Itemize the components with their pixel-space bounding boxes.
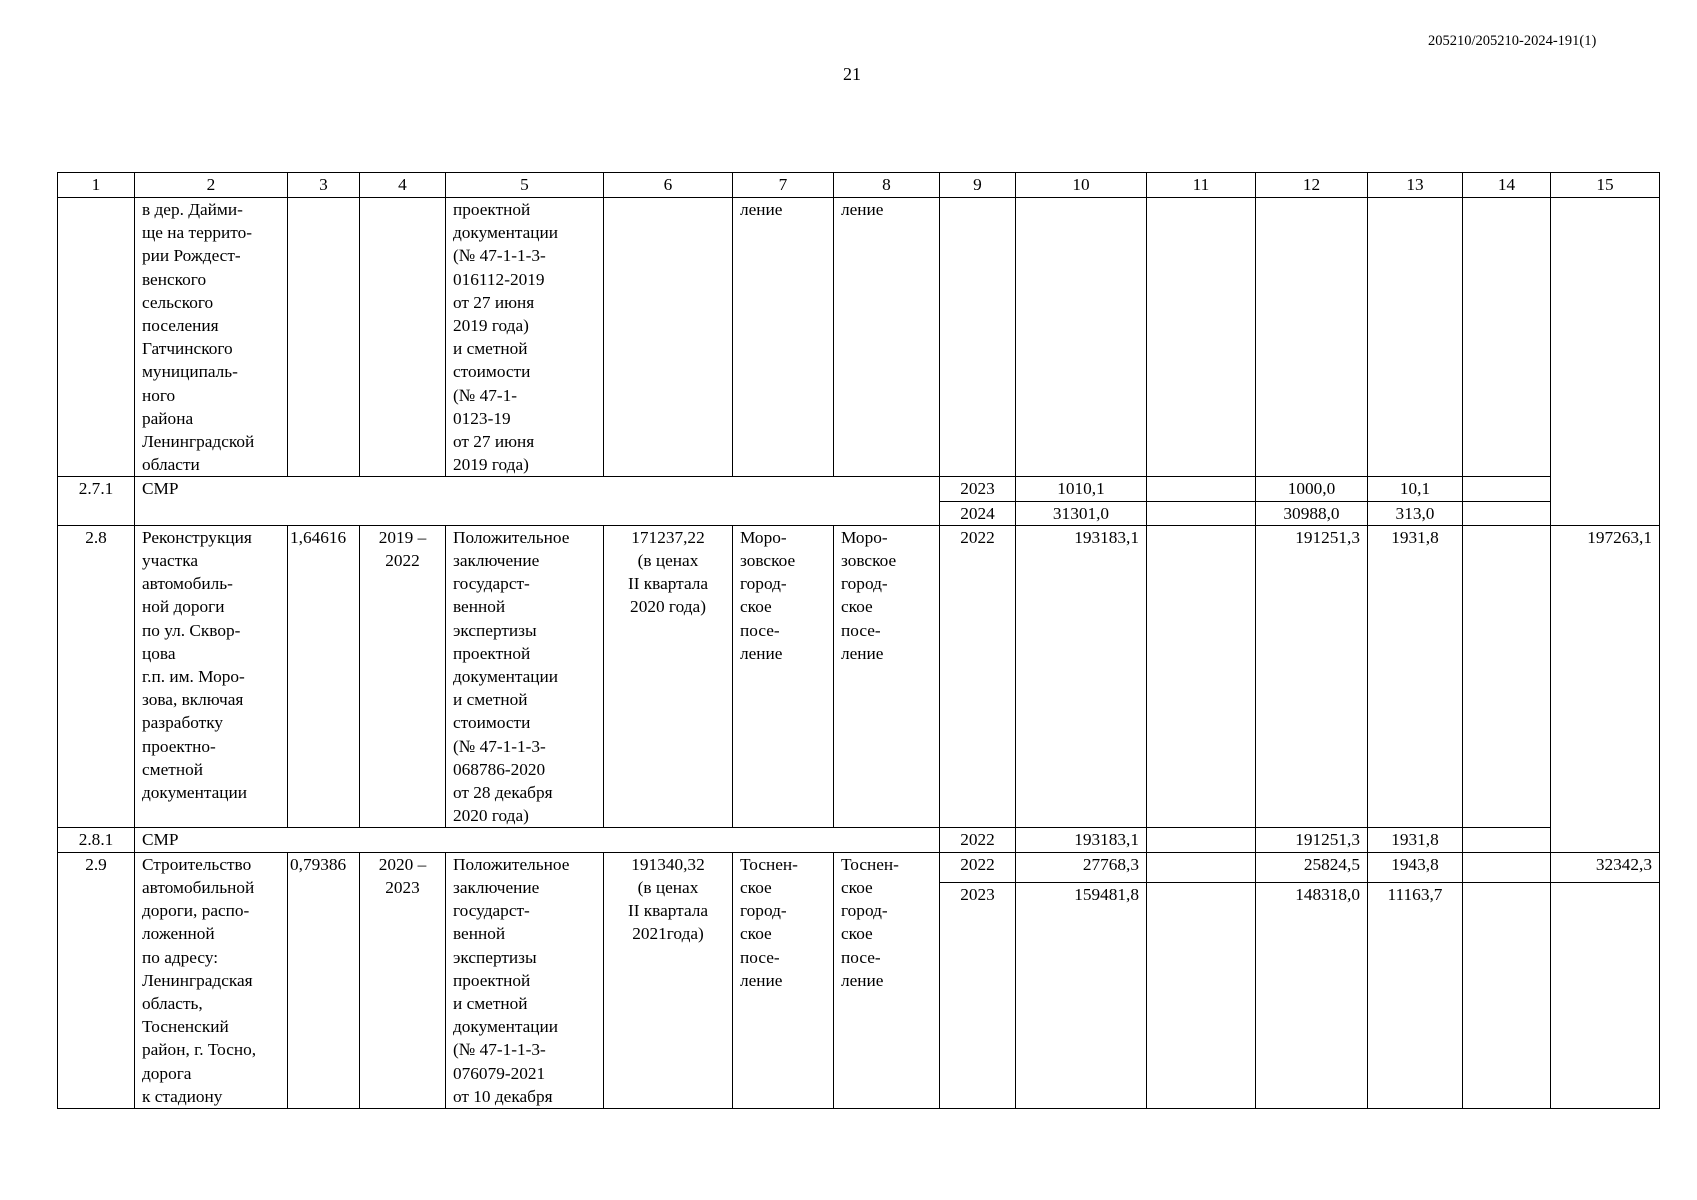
header-cell: 1 (58, 173, 135, 198)
year-cell: 2024 (940, 501, 1016, 525)
header-cell: 2 (135, 173, 288, 198)
total-cell: 1010,1 (1016, 477, 1147, 501)
cost-cell: 171237,22 (в ценах II квартала 2020 года) (604, 525, 733, 828)
federal-cell (1147, 525, 1256, 828)
header-cell: 11 (1147, 173, 1256, 198)
table-row-2-7-1 (58, 477, 1660, 501)
federal-cell (1147, 477, 1256, 501)
object-name-cell: Реконструкция участка автомобиль- ной дороги по ул. Сквор- цова г.п. им. Моро- зова, включая разработку проектно- сметной документации (135, 525, 288, 828)
regional-cell: 191251,3 (1256, 525, 1368, 828)
header-cell: 15 (1551, 173, 1660, 198)
other-cell (1463, 198, 1551, 477)
header-cell: 4 (360, 173, 446, 198)
other-cell (1463, 477, 1551, 501)
header-cell: 8 (834, 173, 940, 198)
federal-cell (1147, 882, 1256, 1108)
year-cell: 2022 (940, 852, 1016, 882)
col15-cell: 197263,1 (1551, 525, 1660, 828)
row-number-cell: 2.7.1 (58, 477, 135, 525)
header-cell: 14 (1463, 173, 1551, 198)
year-cell: 2023 (940, 477, 1016, 501)
regional-cell: 30988,0 (1256, 501, 1368, 525)
regional-cell: 25824,5 (1256, 852, 1368, 882)
period-cell: 2020 – 2023 (360, 852, 446, 1108)
length-cell: 0,79386 (288, 852, 360, 1108)
col15-cell: 32342,3 (1551, 852, 1660, 882)
header-cell: 3 (288, 173, 360, 198)
header-cell: 13 (1368, 173, 1463, 198)
document-cell: Положительное заключение государст- венной экспертизы проектной и сметной документации (№ 47-1-1-3- 076079-2021 от 10 декабря (446, 852, 604, 1108)
header-cell: 10 (1016, 173, 1147, 198)
table-row-2-8-1 (58, 828, 1660, 852)
col15-cell (1551, 828, 1660, 852)
length-cell: 1,64616 (288, 525, 360, 828)
header-cell: 6 (604, 173, 733, 198)
year-cell: 2022 (940, 828, 1016, 852)
table-row-2-7-continued (58, 198, 1660, 477)
total-cell: 193183,1 (1016, 525, 1147, 828)
local-cell: 10,1 (1368, 477, 1463, 501)
customer-cell: Моро- зовское город- ское посе- ление (733, 525, 834, 828)
local-cell: 1931,8 (1368, 828, 1463, 852)
customer-cell: Тоснен- ское город- ское посе- ление (733, 852, 834, 1108)
year-cell: 2022 (940, 525, 1016, 828)
regional-cell: 148318,0 (1256, 882, 1368, 1108)
total-cell: 27768,3 (1016, 852, 1147, 882)
document-cell: проектной документации (№ 47-1-1-3- 016112-2019 от 27 июня 2019 года) и сметной стоимости (№ 47-1- 0123-19 от 27 июня 2019 года) (446, 198, 604, 477)
recipient-cell: ление (834, 198, 940, 477)
row-number-cell (58, 198, 135, 477)
row-number-cell: 2.9 (58, 852, 135, 1108)
document-code: 205210/205210-2024-191(1) (1428, 33, 1597, 49)
row-number-cell: 2.8.1 (58, 828, 135, 852)
federal-cell (1147, 852, 1256, 882)
other-cell (1463, 828, 1551, 852)
col15-cell (1551, 477, 1660, 501)
table-header-row (58, 173, 1660, 198)
local-cell: 1931,8 (1368, 525, 1463, 828)
federal-cell (1147, 198, 1256, 477)
other-cell (1463, 525, 1551, 828)
period-cell (360, 198, 446, 477)
header-cell: 5 (446, 173, 604, 198)
header-cell: 7 (733, 173, 834, 198)
customer-cell: ление (733, 198, 834, 477)
header-cell: 9 (940, 173, 1016, 198)
smr-label-cell: СМР (135, 828, 940, 852)
other-cell (1463, 882, 1551, 1108)
local-cell: 313,0 (1368, 501, 1463, 525)
regional-cell: 1000,0 (1256, 477, 1368, 501)
object-name-cell: Строительство автомобильной дороги, распо- ложенной по адресу: Ленинградская область, Тосненский район, г. Тосно, дорога к стадиону (135, 852, 288, 1108)
col15-cell (1551, 198, 1660, 477)
local-cell: 11163,7 (1368, 882, 1463, 1108)
total-cell: 31301,0 (1016, 501, 1147, 525)
year-cell: 2023 (940, 882, 1016, 1108)
year-cell (940, 198, 1016, 477)
regional-cell: 191251,3 (1256, 828, 1368, 852)
col15-cell (1551, 882, 1660, 1108)
regional-cell (1256, 198, 1368, 477)
other-cell (1463, 501, 1551, 525)
local-cell: 1943,8 (1368, 852, 1463, 882)
smr-label-cell: СМР (135, 477, 940, 525)
total-cell: 159481,8 (1016, 882, 1147, 1108)
local-cell (1368, 198, 1463, 477)
col15-cell (1551, 501, 1660, 525)
federal-cell (1147, 828, 1256, 852)
budget-table (57, 172, 1660, 1109)
period-cell: 2019 – 2022 (360, 525, 446, 828)
recipient-cell: Моро- зовское город- ское посе- ление (834, 525, 940, 828)
document-cell: Положительное заключение государст- венной экспертизы проектной документации и сметной стоимости (№ 47-1-1-3- 068786-2020 от 28 декабря 2020 года) (446, 525, 604, 828)
recipient-cell: Тоснен- ское город- ское посе- ление (834, 852, 940, 1108)
table-row-2-9 (58, 852, 1660, 882)
total-cell: 193183,1 (1016, 828, 1147, 852)
cost-cell: 191340,32 (в ценах II квартала 2021года) (604, 852, 733, 1108)
header-cell: 12 (1256, 173, 1368, 198)
total-cell (1016, 198, 1147, 477)
federal-cell (1147, 501, 1256, 525)
page-number: 21 (843, 64, 861, 84)
cost-cell (604, 198, 733, 477)
table-row-2-8 (58, 525, 1660, 828)
other-cell (1463, 852, 1551, 882)
object-name-cell: в дер. Дайми- ще на террито- рии Рождест- венского сельского поселения Гатчинского муниципаль- ного района Ленинградской области (135, 198, 288, 477)
length-cell (288, 198, 360, 477)
row-number-cell: 2.8 (58, 525, 135, 828)
